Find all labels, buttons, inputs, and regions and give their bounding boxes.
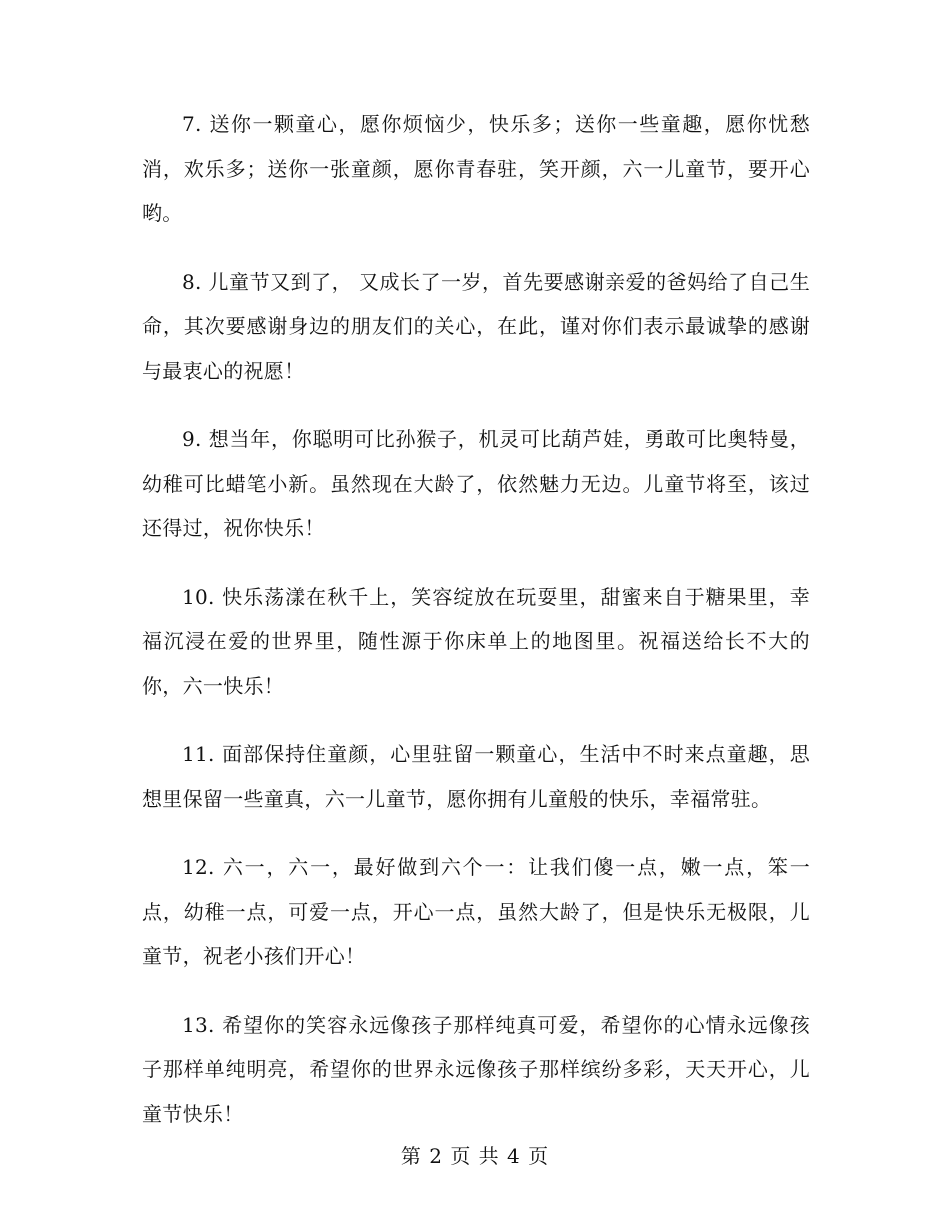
paragraph-7: 7. 送你一颗童心，愿你烦恼少，快乐多；送你一些童趣，愿你忧愁消，欢乐多；送你一张童颜，愿你青春驻，笑开颜，六一儿童节，要开心哟。 (142, 112, 810, 225)
page-body (142, 102, 810, 1160)
paragraph-11: 11. 面部保持住童颜，心里驻留一颗童心，生活中不时来点童趣，思想里保留一些童真，六一儿童节，愿你拥有儿童般的快乐，幸福常驻。 (142, 742, 810, 811)
paragraph-9: 9. 想当年，你聪明可比孙猴子，机灵可比葫芦娃，勇敢可比奥特曼，幼稚可比蜡笔小新。虽然现在大龄了，依然魅力无边。儿童节将至，该过还得过，祝你快乐！ (142, 427, 810, 540)
paragraph-8: 8. 儿童节又到了， 又成长了一岁，首先要感谢亲爱的爸妈给了自己生命，其次要感谢身边的朋友们的关心，在此，谨对你们表示最诚挚的感谢与最衷心的祝愿！ (142, 269, 810, 383)
paragraph-10: 10. 快乐荡漾在秋千上，笑容绽放在玩耍里，甜蜜来自于糖果里，幸福沉浸在爱的世界里，随性源于你床单上的地图里。祝福送给长不大的你，六一快乐！ (142, 584, 810, 698)
paragraph-13: 13. 希望你的笑容永远像孩子那样纯真可爱，希望你的心情永远像孩子那样单纯明亮，希望你的世界永远像孩子那样缤纷多彩，天天开心，儿童节快乐！ (142, 1012, 810, 1126)
paragraph-12: 12. 六一，六一，最好做到六个一：让我们傻一点，嫩一点，笨一点，幼稚一点，可爱一点，开心一点，虽然大龄了，但是快乐无极限，儿童节，祝老小孩们开心！ (142, 855, 810, 968)
page-number-footer: 第 2 页 共 4 页 (400, 1144, 550, 1168)
